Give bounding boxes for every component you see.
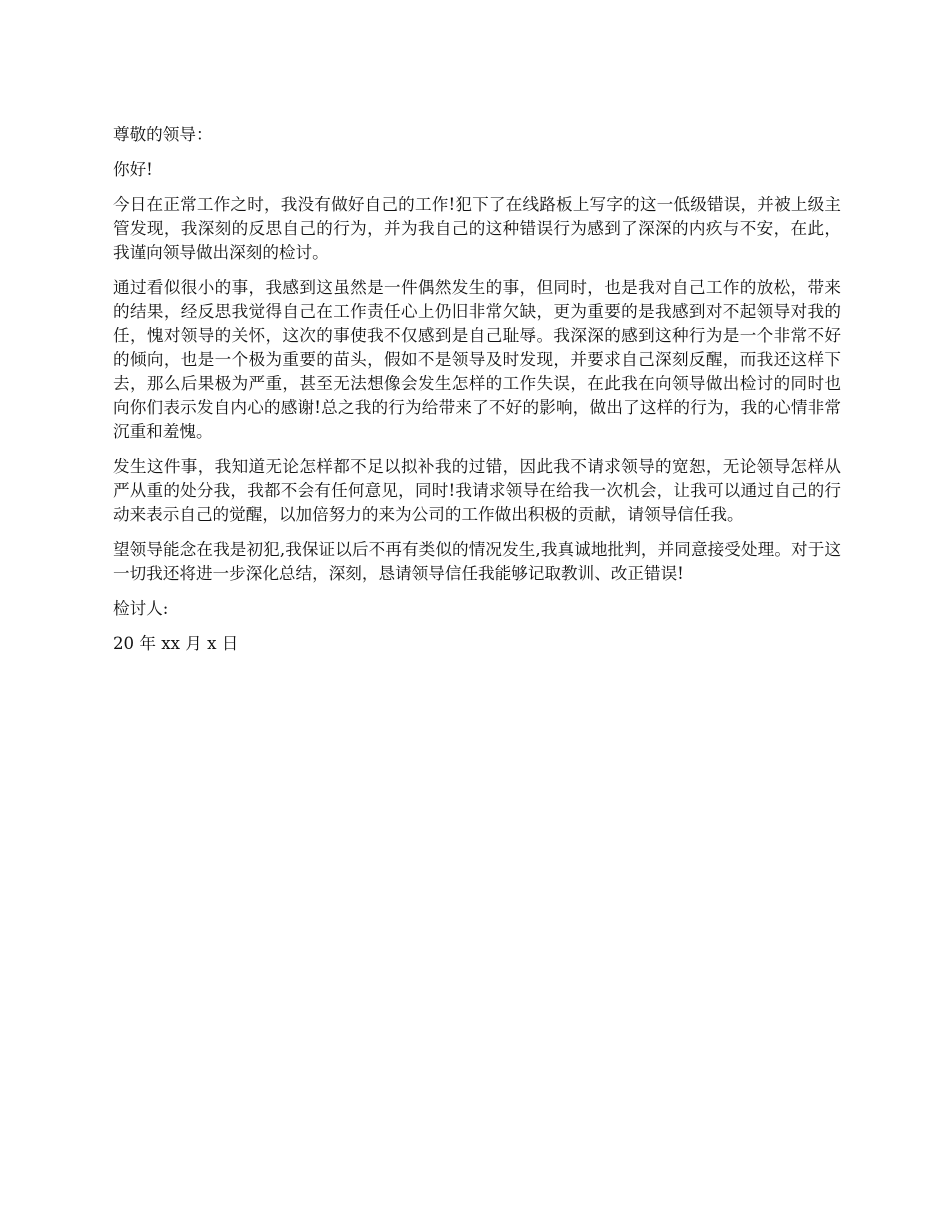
paragraph-1: 今日在正常工作之时，我没有做好自己的工作!犯下了在线路板上写字的这一低级错误，并被上级主管发现，我深刻的反思自己的行为，并为我自己的这种错误行为感到了深深的内疚与不安，在此，我谨向领导做出深刻的检讨。 [113, 195, 841, 262]
signature-label: 检讨人: [113, 599, 169, 618]
letter-body [113, 123, 841, 667]
greeting: 你好! [113, 160, 153, 179]
paragraph-3: 发生这件事，我知道无论怎样都不足以拟补我的过错，因此我不请求领导的宽恕，无论领导怎样从严从重的处分我，我都不会有任何意见，同时!我请求领导在给我一次机会，让我可以通过自己的行动来表示自己的觉醒，以加倍努力的来为公司的工作做出积极的贡献，请领导信任我。 [113, 457, 841, 524]
salutation: 尊敬的领导： [113, 125, 213, 144]
paragraph-2: 通过看似很小的事，我感到这虽然是一件偶然发生的事，但同时，也是我对自己工作的放松，带来的结果，经反思我觉得自己在工作责任心上仍旧非常欠缺，更为重要的是我感到对不起领导对我的任，愧对领导的关怀，这次的事使我不仅感到是自己耻辱。我深深的感到这种行为是一个非常不好的倾向，也是一个极为重要的苗头，假如不是领导及时发现，并要求自己深刻反醒，而我还这样下去，那么后果极为严重，甚至无法想像会发生怎样的工作失误，在此我在向领导做出检讨的同时也向你们表示发自内心的感谢!总之我的行为给带来了不好的影响，做出了这样的行为，我的心情非常沉重和羞愧。 [113, 278, 841, 441]
paragraph-4: 望领导能念在我是初犯,我保证以后不再有类似的情况发生,我真诚地批判，并同意接受处理。对于这一切我还将进一步深化总结，深刻，恳请领导信任我能够记取教训、改正错误! [113, 540, 841, 583]
date-line: 20 年 xx 月 x 日 [113, 634, 239, 653]
